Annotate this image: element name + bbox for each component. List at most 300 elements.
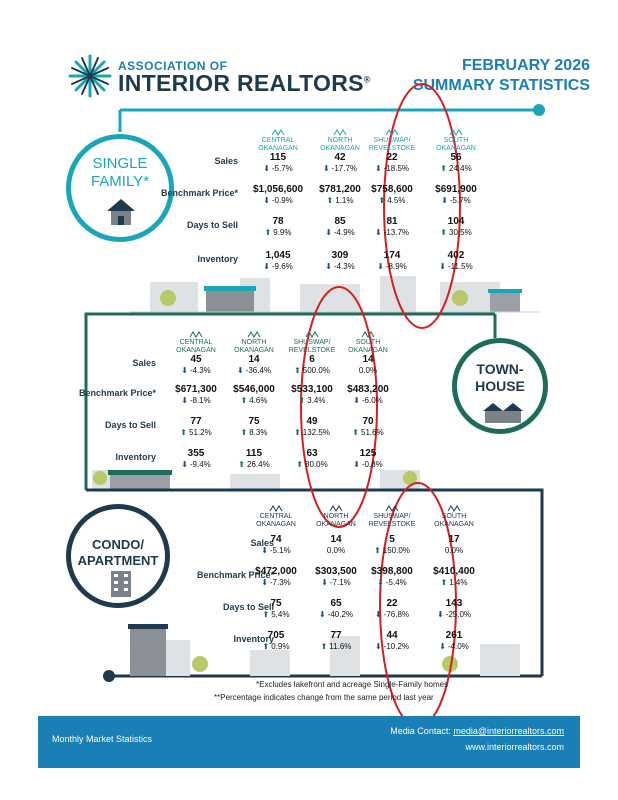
townhouse-region-header [166, 330, 226, 355]
stat-change [246, 546, 306, 556]
stat-change-text: 8.3% [249, 428, 268, 437]
stat-change [424, 610, 484, 620]
arrow-down-icon: ⬇ [181, 396, 188, 405]
stat-value: 402 [447, 250, 465, 261]
stat-change-text: -0.8% [361, 460, 383, 469]
stat-change [306, 546, 366, 556]
stat-change [362, 196, 422, 206]
stat-change [362, 164, 422, 174]
arrow-up-icon: ⬆ [378, 196, 386, 205]
row-label: Benchmark Price* [160, 188, 238, 198]
row-label: Benchmark Price* [196, 570, 274, 580]
stat-cell [306, 598, 366, 620]
stat-value: 705 [267, 630, 285, 641]
region-icon [305, 330, 319, 338]
stat-change-text: 0.0% [326, 546, 346, 555]
stat-change-text: -9.4% [189, 460, 211, 469]
stat-change [310, 164, 370, 174]
stat-cell [224, 354, 284, 376]
stat-value: 44 [386, 630, 398, 641]
townhouse-region-header [282, 330, 342, 355]
arrow-down-icon: ⬇ [439, 262, 446, 271]
stat-value: 261 [445, 630, 463, 641]
stat-cell [426, 216, 486, 238]
stat-change-text: -5.4% [385, 578, 407, 587]
stat-change-text: 4.6% [249, 396, 268, 405]
single-family-line2: FAMILY* [90, 173, 150, 190]
stat-change-text: -7.1% [329, 578, 351, 587]
stat-change [426, 262, 486, 272]
condo-region-header [424, 504, 484, 529]
arrow-up-icon: ⬆ [374, 546, 381, 555]
stat-cell [424, 534, 484, 556]
arrow-down-icon: ⬇ [325, 228, 332, 237]
stat-cell [246, 630, 306, 652]
stat-cell [282, 354, 342, 376]
region-line2: OKANAGAN [436, 145, 476, 152]
stat-value: 85 [334, 216, 346, 227]
stat-change-text: 0.0% [444, 546, 464, 555]
stat-change [362, 546, 422, 556]
row-label: Inventory [115, 452, 156, 462]
arrow-down-icon: ⬇ [353, 396, 360, 405]
stat-cell [282, 416, 342, 438]
stat-change [248, 164, 308, 174]
stat-cell [424, 630, 484, 652]
region-icon [333, 128, 347, 136]
stat-change-text: -5.7% [271, 164, 293, 173]
region-line2: OKANAGAN [434, 521, 474, 528]
stat-change-text: -5.7% [449, 196, 471, 205]
arrow-down-icon: ⬇ [263, 196, 270, 205]
region-line1: CENTRAL [179, 339, 213, 346]
stat-change-text: 1.1% [335, 196, 354, 205]
stat-value: 70 [362, 416, 374, 427]
stat-cell [166, 384, 226, 406]
stat-change-text: 1.4% [449, 578, 468, 587]
stat-change [282, 428, 342, 438]
footnote-percentage: **Percentage indicates change from the same period last year [214, 693, 434, 702]
stat-change-text: 500.0% [302, 366, 330, 375]
region-line1: NORTH [241, 339, 267, 346]
row-label: Inventory [197, 254, 238, 264]
stat-cell [362, 250, 422, 272]
stat-change-text: 51.2% [189, 428, 212, 437]
region-line1: CENTRAL [261, 137, 295, 144]
region-line2: OKANAGAN [258, 145, 298, 152]
stat-cell [362, 566, 422, 588]
stat-cell [248, 184, 308, 206]
stat-value: 115 [245, 448, 263, 459]
stat-change [362, 228, 422, 238]
stat-cell [362, 216, 422, 238]
stat-value: 63 [306, 448, 318, 459]
stat-value: 75 [270, 598, 282, 609]
region-line1: SHUSWAP/ [293, 339, 331, 346]
arrow-up-icon: ⬆ [240, 428, 248, 437]
logo-registered-mark: ® [363, 74, 371, 85]
arrow-down-icon: ⬇ [377, 262, 384, 271]
stat-change-text: -9.6% [271, 262, 293, 271]
stat-cell [426, 184, 486, 206]
region-icon [449, 128, 463, 136]
stat-change [248, 196, 308, 206]
stat-change [166, 366, 226, 376]
arrow-down-icon: ⬇ [436, 610, 444, 619]
stat-value: 65 [330, 598, 342, 609]
stat-value: $671,300 [175, 384, 217, 395]
stat-cell [282, 384, 342, 406]
stat-change [224, 460, 284, 470]
stat-value: 115 [269, 152, 287, 163]
stat-change-text: 5.4% [271, 610, 290, 619]
single-family-region-header [248, 128, 308, 153]
stat-change-text: -13.7% [383, 228, 410, 237]
stat-cell [362, 152, 422, 174]
region-icon [329, 504, 343, 512]
stat-change-text: 11.6% [329, 642, 352, 651]
stat-value: $533,100 [291, 384, 333, 395]
arrow-down-icon: ⬇ [322, 164, 330, 173]
stat-change-text: 9.9% [273, 228, 292, 237]
stat-change-text: 51.6% [361, 428, 384, 437]
stat-change-text: -6.0% [361, 396, 383, 405]
row-label: Days to Sell [222, 602, 274, 612]
stat-change-text: -4.3% [333, 262, 355, 271]
stat-value: 14 [248, 354, 260, 365]
stat-cell [246, 534, 306, 556]
arrow-up-icon: ⬆ [326, 196, 334, 205]
stat-value: 81 [386, 216, 398, 227]
arrow-down-icon: ⬇ [261, 546, 268, 555]
stat-value: $1,056,600 [252, 184, 304, 195]
row-label: Days to Sell [104, 420, 156, 430]
stat-cell [338, 448, 398, 470]
stat-change [310, 228, 370, 238]
condo-region-header [362, 504, 422, 529]
stat-change-text: -36.4% [245, 366, 272, 375]
stat-change-text: 24.4% [449, 164, 472, 173]
region-line2: OKANAGAN [320, 145, 360, 152]
stat-value: $410,400 [433, 566, 475, 577]
stat-change [424, 578, 484, 588]
stat-change-text: 132.5% [302, 428, 330, 437]
stat-cell [282, 448, 342, 470]
footer-contact-label: Media Contact: [390, 726, 454, 736]
stat-change [306, 642, 366, 652]
stat-change-text: 3.4% [307, 396, 326, 405]
stat-change [338, 460, 398, 470]
stat-value: 6 [309, 354, 315, 365]
title-summary: SUMMARY STATISTICS [412, 77, 590, 94]
stat-change [426, 164, 486, 174]
stat-value: 45 [190, 354, 202, 365]
region-icon [385, 128, 399, 136]
stat-change-text: -7.3% [269, 578, 291, 587]
region-icon [385, 504, 399, 512]
region-line2: REVELSTOKE [368, 521, 416, 528]
condo-line2: APARTMENT [77, 553, 159, 568]
arrow-up-icon: ⬆ [440, 578, 448, 587]
arrow-down-icon: ⬇ [263, 262, 270, 271]
stat-change-text: -25.0% [445, 610, 472, 619]
stat-change [166, 428, 226, 438]
condo-badge [66, 504, 170, 608]
stat-value: 14 [330, 534, 342, 545]
single-family-region-header [426, 128, 486, 153]
stat-value: $546,000 [233, 384, 275, 395]
row-label: Sales [214, 156, 238, 166]
stat-change [282, 460, 342, 470]
stat-change-text: 30.5% [449, 228, 472, 237]
stat-value: 77 [190, 416, 202, 427]
stat-change-text: -18.5% [383, 164, 410, 173]
stat-value: 174 [383, 250, 401, 261]
stat-change [166, 396, 226, 406]
arrow-down-icon: ⬇ [377, 578, 384, 587]
stat-cell [310, 216, 370, 238]
stat-change-text: 80.0% [305, 460, 328, 469]
region-line2: OKANAGAN [234, 347, 274, 354]
region-line1: SOUTH [441, 513, 467, 520]
townhouse-line1: TOWN- [476, 361, 524, 377]
stat-change [338, 428, 398, 438]
stat-cell [166, 354, 226, 376]
stat-change-text: -4.9% [333, 228, 355, 237]
arrow-up-icon: ⬆ [296, 460, 303, 469]
arrow-down-icon: ⬇ [321, 578, 328, 587]
stat-change [246, 642, 306, 652]
row-label: Sales [132, 358, 156, 368]
arrow-up-icon: ⬆ [264, 228, 272, 237]
stat-change [362, 262, 422, 272]
stat-change [310, 196, 370, 206]
stat-change [166, 460, 226, 470]
stat-change-text: -4.3% [189, 366, 211, 375]
stat-value: $398,800 [371, 566, 413, 577]
stat-value: 49 [306, 416, 318, 427]
stat-cell [338, 384, 398, 406]
stat-change [424, 546, 484, 556]
stat-change [248, 262, 308, 272]
condo-label [71, 537, 165, 569]
stat-change [282, 366, 342, 376]
stat-cell [166, 448, 226, 470]
stat-cell [424, 566, 484, 588]
arrow-down-icon: ⬇ [236, 366, 244, 375]
stat-change-text: -76.8% [383, 610, 410, 619]
arrow-down-icon: ⬇ [263, 164, 270, 173]
single-family-region-header [362, 128, 422, 153]
arrow-up-icon: ⬆ [262, 610, 270, 619]
region-line2: REVELSTOKE [368, 145, 416, 152]
row-label: Days to Sell [186, 220, 238, 230]
arrow-up-icon: ⬆ [440, 228, 447, 237]
stat-cell [248, 152, 308, 174]
stat-cell [310, 250, 370, 272]
stat-change [362, 642, 422, 652]
stat-value: 74 [270, 534, 282, 545]
stat-change-text: -8.1% [189, 396, 211, 405]
stat-cell [224, 448, 284, 470]
logo-title-text: INTERIOR REALTORS [118, 70, 364, 96]
stat-cell [224, 416, 284, 438]
stat-change [338, 396, 398, 406]
stat-change [246, 578, 306, 588]
arrow-up-icon: ⬆ [294, 428, 301, 437]
arrow-down-icon: ⬇ [374, 642, 382, 651]
stat-change-text: -0.9% [271, 196, 293, 205]
stat-change [362, 610, 422, 620]
condo-region-header [306, 504, 366, 529]
stat-change [306, 578, 366, 588]
region-icon [361, 330, 375, 338]
footer-monthly-stats: Monthly Market Statistics [52, 734, 153, 744]
row-label: Benchmark Price* [78, 388, 156, 398]
stat-change-text: -4.0% [447, 642, 469, 651]
stat-value: 125 [359, 448, 377, 459]
stat-cell [362, 630, 422, 652]
arrow-down-icon: ⬇ [318, 610, 326, 619]
stat-value: $303,500 [315, 566, 357, 577]
apartment-icon [111, 571, 131, 597]
townhouse-icon [483, 403, 523, 423]
arrow-up-icon: ⬆ [352, 428, 359, 437]
stat-cell [310, 152, 370, 174]
stat-cell [362, 598, 422, 620]
stat-cell [426, 250, 486, 272]
arrow-down-icon: ⬇ [181, 366, 188, 375]
stat-change [224, 396, 284, 406]
arrow-up-icon: ⬆ [262, 642, 270, 651]
arrow-up-icon: ⬆ [294, 366, 301, 375]
stat-value: 78 [272, 216, 284, 227]
arrow-up-icon: ⬆ [320, 642, 328, 651]
region-line2: REVELSTOKE [288, 347, 336, 354]
stat-value: 75 [248, 416, 260, 427]
stat-value: 5 [389, 534, 395, 545]
stat-value: 104 [447, 216, 465, 227]
stat-change [224, 366, 284, 376]
region-line1: NORTH [323, 513, 349, 520]
single-family-region-header [310, 128, 370, 153]
stat-value: 309 [331, 250, 349, 261]
stat-change-text: 4.5% [387, 196, 406, 205]
stat-change-text: 0.9% [271, 642, 290, 651]
arrow-up-icon: ⬆ [180, 428, 187, 437]
region-line1: SOUTH [355, 339, 381, 346]
region-line2: OKANAGAN [176, 347, 216, 354]
stat-change-text: -40.2% [327, 610, 354, 619]
region-line2: OKANAGAN [316, 521, 356, 528]
region-line1: CENTRAL [259, 513, 293, 520]
stat-change-text: 26.4% [247, 460, 270, 469]
stat-value: 355 [187, 448, 205, 459]
footer-website[interactable]: www.interiorrealtors.com [465, 742, 564, 752]
stat-change [424, 642, 484, 652]
arrow-down-icon: ⬇ [261, 578, 268, 587]
stat-cell [246, 566, 306, 588]
region-line2: OKANAGAN [348, 347, 388, 354]
stat-value: 143 [445, 598, 463, 609]
stat-value: 77 [330, 630, 342, 641]
stat-change [248, 228, 308, 238]
stat-cell [362, 534, 422, 556]
single-family-line1: SINGLE [92, 155, 148, 172]
stat-value: 1,045 [265, 250, 291, 261]
stat-cell [310, 184, 370, 206]
arrow-down-icon: ⬇ [353, 460, 360, 469]
region-icon [447, 504, 461, 512]
arrow-down-icon: ⬇ [374, 610, 382, 619]
condo-line1: CONDO/ [92, 537, 144, 552]
stat-cell [248, 250, 308, 272]
stat-cell [338, 354, 398, 376]
stat-value: 14 [362, 354, 374, 365]
stat-cell [306, 566, 366, 588]
arrow-down-icon: ⬇ [374, 228, 382, 237]
region-line2: OKANAGAN [256, 521, 296, 528]
stat-cell [306, 630, 366, 652]
stat-value: $758,600 [371, 184, 413, 195]
stat-change [282, 396, 342, 406]
stat-cell [306, 534, 366, 556]
townhouse-line2: HOUSE [475, 378, 525, 394]
footer-email-link[interactable]: media@interiorrealtors.com [453, 726, 564, 736]
condo-region-header [246, 504, 306, 529]
townhouse-badge [452, 338, 548, 434]
townhouse-region-header [224, 330, 284, 355]
stat-change [310, 262, 370, 272]
stat-cell [248, 216, 308, 238]
arrow-up-icon: ⬆ [440, 164, 447, 173]
region-icon [247, 330, 261, 338]
title-month: FEBRUARY 2026 [461, 57, 590, 74]
arrow-down-icon: ⬇ [374, 164, 382, 173]
stat-value: $472,000 [255, 566, 297, 577]
arrow-down-icon: ⬇ [325, 262, 332, 271]
stat-cell [424, 598, 484, 620]
stat-change [426, 228, 486, 238]
townhouse-label [457, 361, 543, 395]
stat-value: 42 [334, 152, 346, 163]
stat-change-text: 150.0% [382, 546, 410, 555]
region-icon [269, 504, 283, 512]
arrow-up-icon: ⬆ [298, 396, 306, 405]
row-label: Sales [250, 538, 274, 548]
stat-cell [224, 384, 284, 406]
row-label: Inventory [233, 634, 274, 644]
footnote-lakefront: *Excludes lakefront and acreage Single-Family homes [256, 680, 449, 689]
stat-value: 56 [450, 152, 462, 163]
stat-change [224, 428, 284, 438]
arrow-up-icon: ⬆ [240, 396, 248, 405]
stat-value: $483,200 [347, 384, 389, 395]
stat-change [246, 610, 306, 620]
stat-change [426, 196, 486, 206]
stat-value: $781,200 [319, 184, 361, 195]
stat-change-text: -5.1% [269, 546, 291, 555]
stat-value: 17 [448, 534, 460, 545]
townhouse-region-header [338, 330, 398, 355]
region-icon [271, 128, 285, 136]
region-line1: NORTH [327, 137, 353, 144]
stat-change-text: 0.0% [358, 366, 378, 375]
stat-cell [338, 416, 398, 438]
region-icon [189, 330, 203, 338]
arrow-down-icon: ⬇ [439, 642, 446, 651]
stat-value: $691,900 [435, 184, 477, 195]
